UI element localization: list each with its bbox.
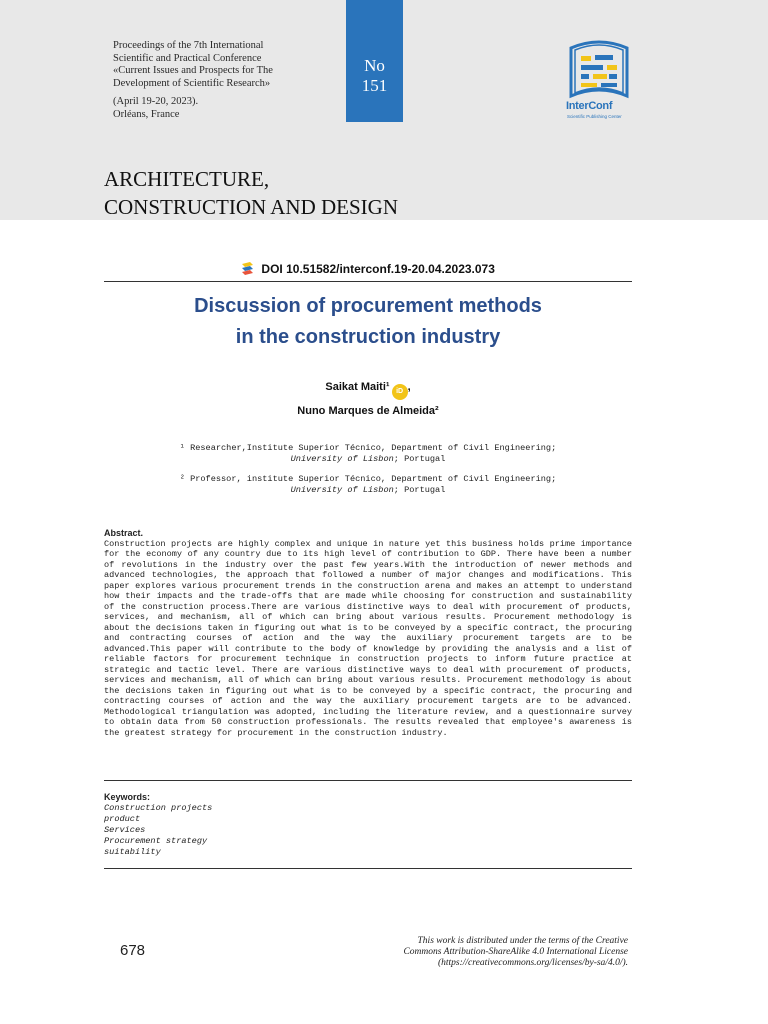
paper-title [104,291,632,353]
affiliation-university: University of Lisbon [290,454,394,464]
conference-date: (April 19-20, 2023). [113,96,199,107]
license-line: Commons Attribution-ShareAlike 4.0 International License [403,947,628,957]
conference-info [113,40,343,121]
license-line: This work is distributed under the terms of the Creative [417,936,628,946]
abstract-text: Construction projects are highly complex and unique in nature yet this business holds prime importance for the economy of any country due to its high level of contribution to GDP. There have been a number of revolutions in the industry over the past few years.With the introduction of newer methods and advanced technologies, the approach that followed a number of major changes and modifications. This paper explores various procurement trends in the construction arena and makes an attempt to understand how their impacts and the trade-offs that are made while choosing for construction and sustainability of the construction process.There are various distinctive ways to deal with procurement of products, services, and mechanism, all of which can bring about various results. Procurement methodology is about the decisions taken in figuring out what is to be conveyed by a specific contract, the procuring and contracting courses of action and the way the auxiliary procurement targets are to be advanced.This paper will contribute to the body of knowledge by providing the analysis and a list of reliable factors for procurement technique in construction projects to inform future practice at strategic and tactic level. There are various distinctive ways to deal with procurement of products, services and mechanism, all of which can bring about various results. Procurement methodology is about the decisions taken in figuring out what is to be conveyed by a specific contract, the procuring and contracting courses of action and the way the auxiliary procurement targets are to be advanced. Methodological triangulation was adopted, including the literature review, and a questionnaire survey to obtain data from 50 construction professionals. The results revealed that employee's awareness is the greatest strategy for procurement in the construction industry. [104,538,632,738]
doi-link[interactable]: DOI 10.51582/interconf.19-20.04.2023.073 [261,262,495,276]
conference-location: Orléans, France [113,108,180,120]
section-title-line: CONSTRUCTION AND DESIGN [104,195,399,219]
logo-subtext: Scientific Publishing Center [567,114,622,119]
keyword-item: Construction projects [104,803,213,813]
paper-title-line: Discussion of procurement methods [194,295,542,317]
abstract [104,528,632,738]
license-notice [330,936,628,969]
affiliation-1 [104,443,632,465]
keyword-item: Procurement strategy [104,836,208,846]
paper-title-line: in the construction industry [235,326,501,348]
conference-line: Scientific and Practical Conference [113,52,262,64]
keywords-heading: Keywords: [104,792,151,802]
affiliation-2 [104,474,632,496]
affiliation-university: University of Lisbon [290,485,394,495]
conference-line: Development of Scientific Research» [113,77,271,89]
abstract-heading: Abstract. [104,528,144,538]
divider [104,780,632,781]
affiliation-country: ; Portugal [393,485,446,495]
section-title-line: ARCHITECTURE, [104,167,270,191]
affiliation-line: ¹ Researcher,Institute Superior Técnico, Department of Civil Engineering; [179,443,557,453]
author-name: Nuno Marques de Almeida² [297,405,439,417]
author-1 [104,381,632,400]
orcid-icon[interactable]: iD [392,384,408,400]
author-2 [104,405,632,417]
affiliation-line: ² Professor, institute Superior Técnico, Department of Civil Engineering; [179,474,557,484]
divider [104,868,632,869]
keyword-item: suitability [104,847,161,857]
logo-text: InterConf [566,100,613,112]
crossref-icon [241,262,254,275]
issue-badge [346,0,403,122]
affiliation-country: ; Portugal [393,454,446,464]
issue-number: 151 [361,76,388,95]
keyword-item: product [104,814,141,824]
page-number: 678 [120,942,146,959]
keywords [104,792,632,858]
keyword-item: Services [104,825,146,835]
conference-line: Proceedings of the 7th International [113,40,264,51]
section-title [104,165,604,221]
license-link[interactable]: (https://creativecommons.org/licenses/by-sa/4.0/). [437,958,628,968]
divider [104,281,632,282]
issue-label: No [364,56,385,75]
doi-row [104,262,632,276]
author-separator: , [407,381,411,393]
conference-line: «Current Issues and Prospects for The [113,65,273,76]
author-name: Saikat Maiti¹ [325,381,390,393]
